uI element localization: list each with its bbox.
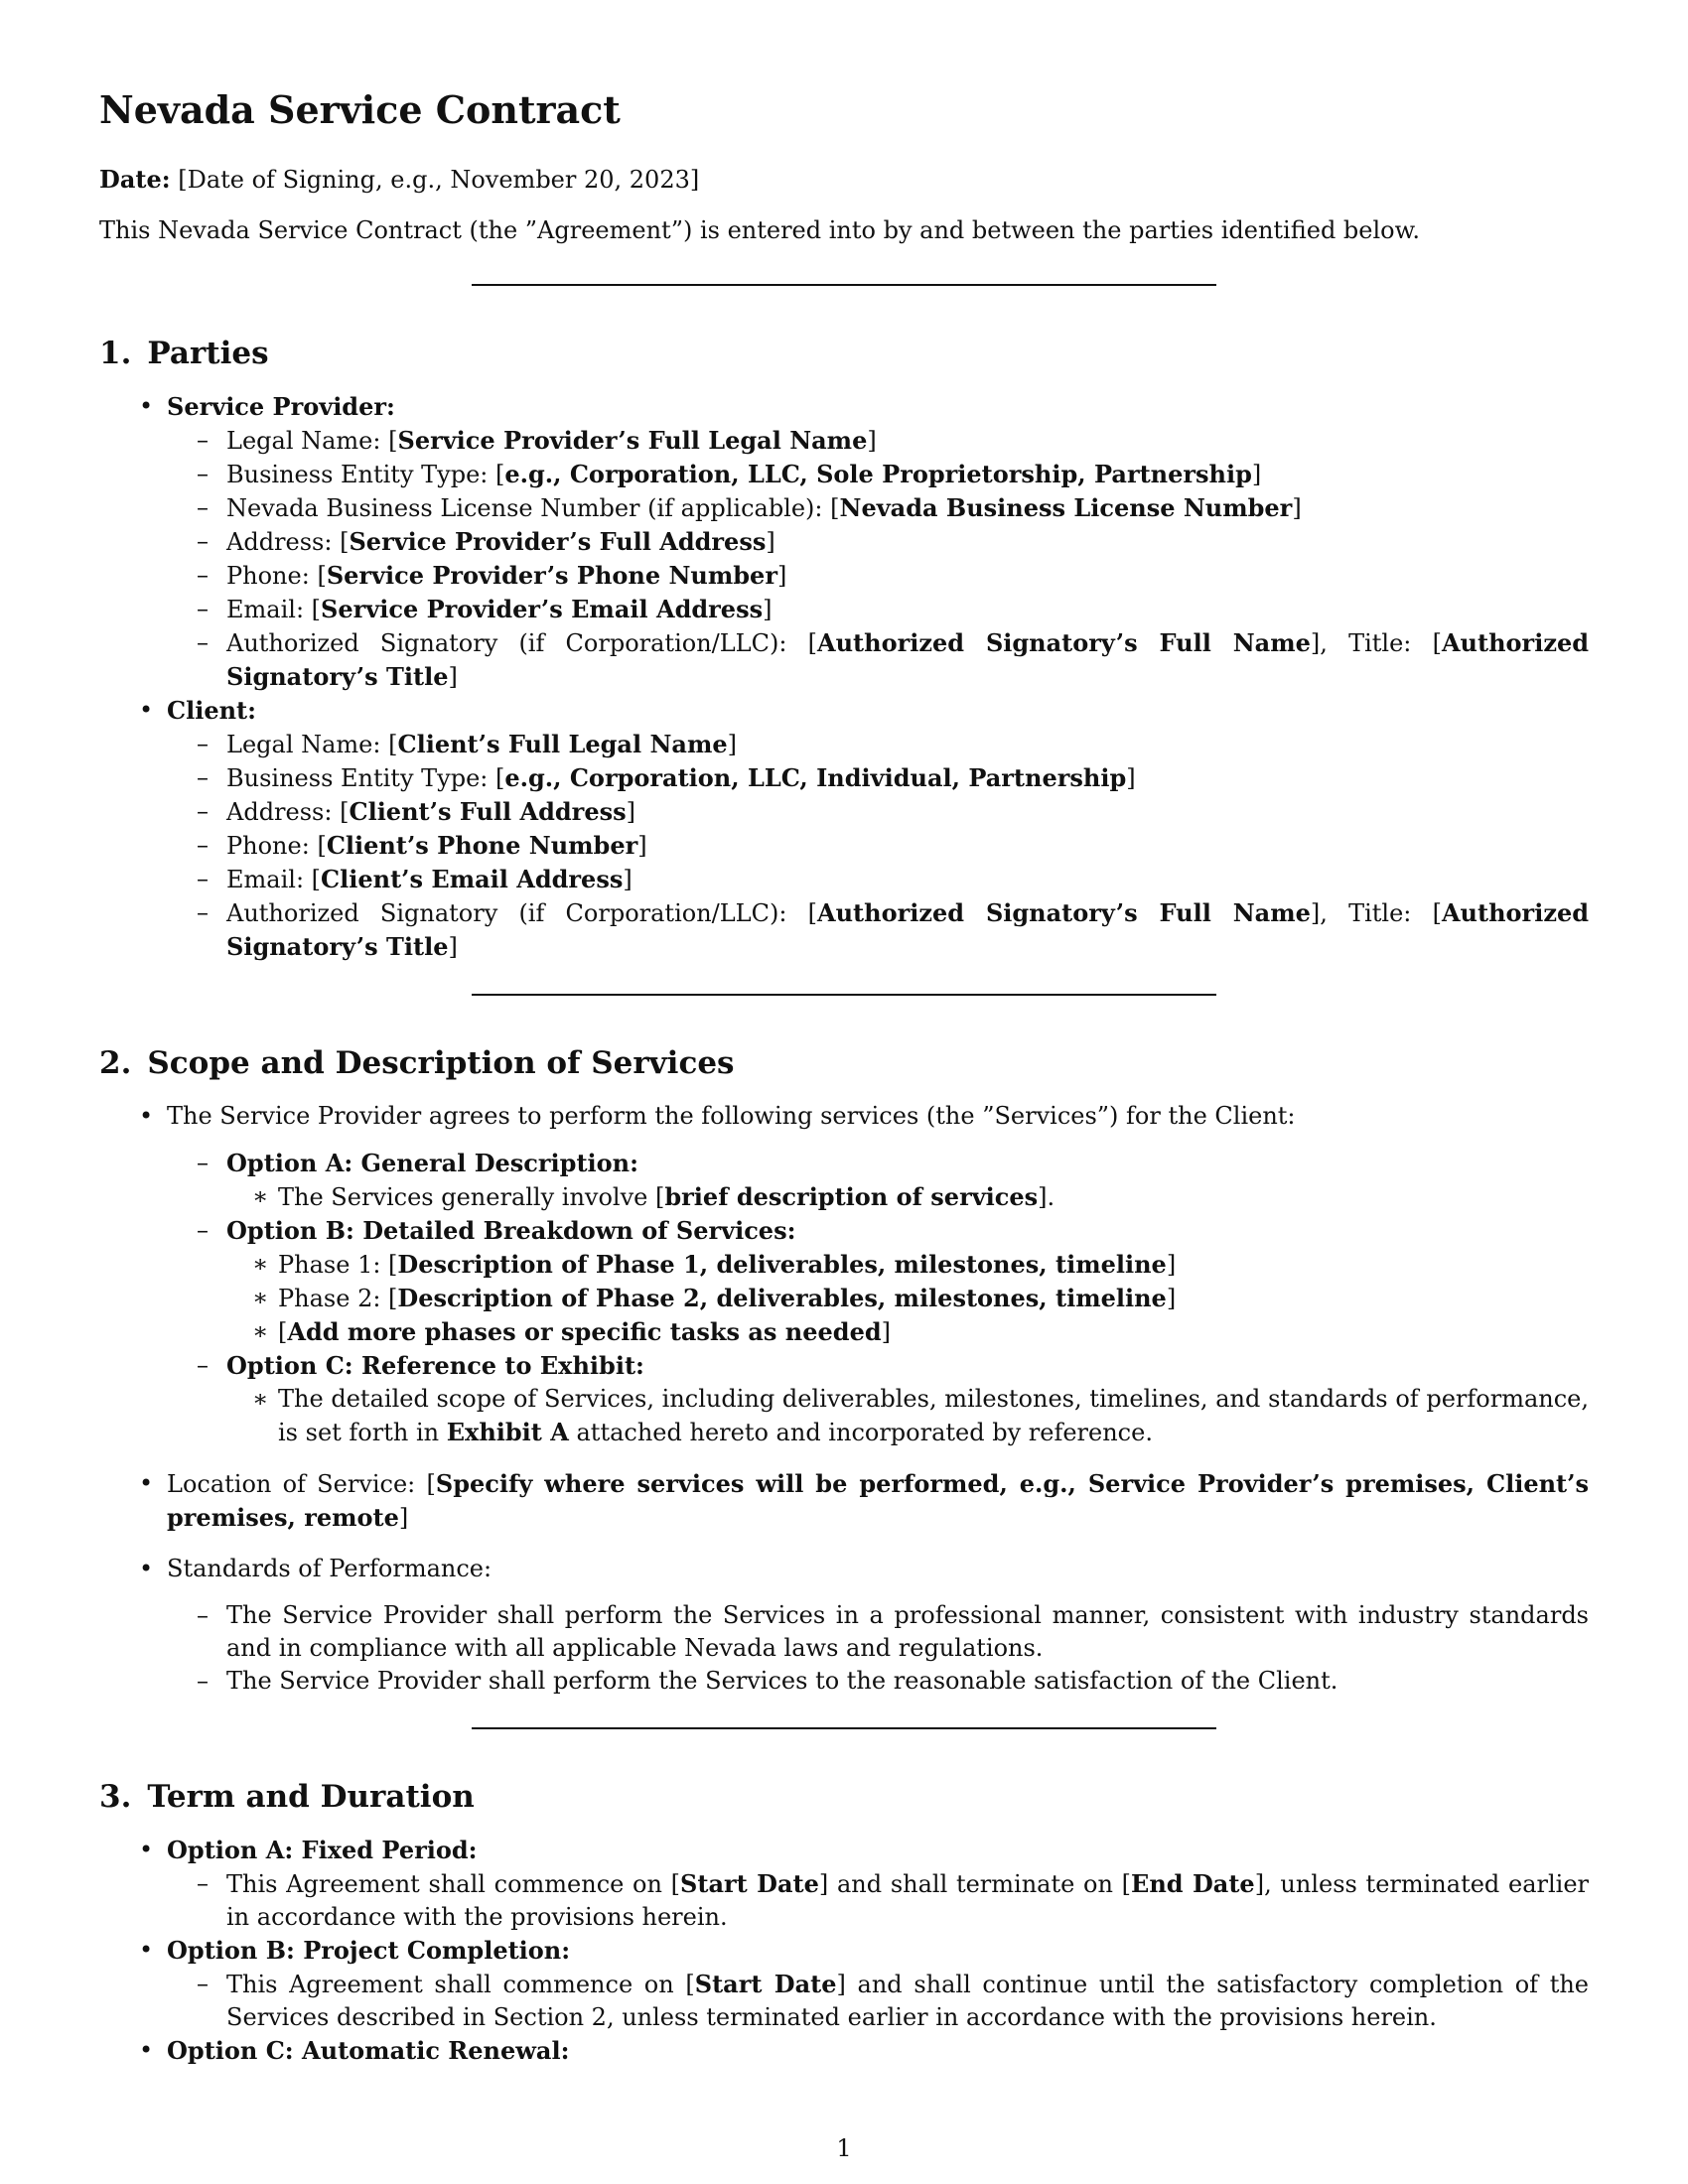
placeholder: brief description of services — [664, 1182, 1039, 1212]
field-value: Client’s Full Legal Name — [397, 729, 728, 758]
field-label: Legal Name: — [226, 426, 389, 455]
document-page — [99, 87, 1589, 2068]
field-label: Authorized Signatory (if Corporation/LLC): — [226, 628, 808, 657]
text: The Services generally involve — [278, 1183, 655, 1212]
field-value: Specify where services will be performed, e.g., Service Provider’s premises, Client’s premises, remote — [167, 1469, 1589, 1533]
provider-legal-name: – Legal Name: [Service Provider’s Full Legal Name] — [167, 424, 1589, 458]
field-label: Business Entity Type: — [226, 763, 495, 792]
placeholder: End Date — [1131, 1869, 1255, 1899]
field-label: Phone: — [226, 831, 318, 860]
provider-signatory: – Authorized Signatory (if Corporation/LLC): [Authorized Signatory’s Full Name], Title: [Authorized Signatory’s Title] — [167, 626, 1589, 694]
term-option-c-label: Option C: Automatic Renewal: — [167, 2036, 570, 2066]
field-label: , Title: — [1320, 628, 1433, 657]
text: Phase 2: — [278, 1285, 389, 1313]
field-label: Nevada Business License Number (if applicable): — [226, 493, 831, 522]
placeholder: Description of Phase 2, deliverables, milestones, timeline — [397, 1284, 1167, 1313]
term-option-b-text: – This Agreement shall commence on [Start Date] and shall continue until the satisfactory completion of the Services described in Section 2, unless terminated earlier in accordance with the provisions herein. — [167, 1968, 1589, 2034]
date-value: [Date of Signing, e.g., November 20, 2023] — [178, 165, 700, 194]
term-list — [99, 1834, 1589, 2068]
phase-2: ∗ Phase 2: [Description of Phase 2, deliverables, milestones, timeline] — [226, 1282, 1589, 1315]
field-value: Client’s Full Address — [349, 796, 627, 826]
field-value: Service Provider’s Full Address — [349, 526, 767, 556]
text: Phase 1: — [278, 1251, 389, 1280]
option-a-label: Option A: General Description: — [226, 1149, 638, 1178]
placeholder: Start Date — [680, 1869, 819, 1899]
more-phases: ∗ [Add more phases or specific tasks as needed] — [226, 1315, 1589, 1349]
option-b-label: Option B: Detailed Breakdown of Services: — [226, 1216, 796, 1246]
term-option-b-details — [167, 1968, 1589, 2034]
text: and shall continue until the satisfactory completion of the Services described in Section 2, unless terminated earlier in accordance with the provisions herein. — [226, 1971, 1590, 2032]
field-label: Email: — [226, 595, 312, 623]
parties-list — [99, 390, 1589, 964]
placeholder: Description of Phase 1, deliverables, milestones, timeline — [397, 1250, 1167, 1280]
term-option-b-label: Option B: Project Completion: — [167, 1936, 571, 1966]
standards-list — [167, 1599, 1589, 1698]
client-label: Client: — [167, 695, 256, 725]
service-provider-label: Service Provider: — [167, 391, 395, 421]
field-label: Address: — [226, 527, 341, 556]
section-divider — [472, 284, 1216, 286]
section-1-heading — [99, 336, 1589, 372]
option-a-details — [226, 1180, 1589, 1214]
option-a — [167, 1147, 1589, 1214]
field-value: Service Provider’s Phone Number — [326, 560, 777, 590]
client-address: – Address: [Client’s Full Address] — [167, 795, 1589, 829]
field-label: Phone: — [226, 561, 318, 590]
field-value: Service Provider’s Full Legal Name — [397, 425, 868, 455]
provider-address: – Address: [Service Provider’s Full Address] — [167, 525, 1589, 559]
placeholder: Start Date — [694, 1970, 837, 1999]
field-label: Email: — [226, 865, 312, 893]
exhibit-reference: Exhibit A — [446, 1418, 569, 1447]
section-divider — [472, 994, 1216, 996]
field-label: , Title: — [1320, 898, 1433, 927]
section-number: 1. — [99, 335, 132, 371]
section-number: 3. — [99, 1779, 132, 1816]
section-number: 2. — [99, 1044, 132, 1081]
field-label: Location of Service: — [167, 1470, 427, 1499]
text: and shall terminate on — [828, 1870, 1122, 1899]
field-value: e.g., Corporation, LLC, Individual, Partnership — [504, 762, 1127, 792]
field-value: Service Provider’s Email Address — [321, 594, 764, 623]
term-option-a — [99, 1834, 1589, 1934]
page-number: 1 — [836, 2134, 852, 2162]
term-option-a-text: – This Agreement shall commence on [Start Date] and shall terminate on [End Date], unless terminated earlier in accordance with the provisions herein. — [167, 1867, 1589, 1934]
phase-1: ∗ Phase 1: [Description of Phase 1, deliverables, milestones, timeline] — [226, 1248, 1589, 1282]
client-item — [99, 694, 1589, 964]
field-label: Business Entity Type: — [226, 460, 495, 488]
section-title: Parties — [147, 335, 269, 371]
text: attached hereto and incorporated by reference. — [568, 1419, 1153, 1447]
client-legal-name: – Legal Name: [Client’s Full Legal Name] — [167, 728, 1589, 761]
text: . — [1047, 1183, 1055, 1212]
field-value: Authorized Signatory’s Full Name — [816, 627, 1311, 657]
provider-email: – Email: [Service Provider’s Email Address] — [167, 593, 1589, 626]
client-details — [167, 728, 1589, 964]
provider-entity-type: – Business Entity Type: [e.g., Corporation, LLC, Sole Proprietorship, Partnership] — [167, 458, 1589, 491]
location-item: • Location of Service: [Specify where services will be performed, e.g., Service Provider’s premises, Client’s premises, remote] — [99, 1467, 1589, 1535]
client-entity-type: – Business Entity Type: [e.g., Corporation, LLC, Individual, Partnership] — [167, 761, 1589, 795]
date-label: Date: — [99, 164, 171, 194]
term-option-b — [99, 1934, 1589, 2034]
client-phone: – Phone: [Client’s Phone Number] — [167, 829, 1589, 863]
term-option-c — [99, 2034, 1589, 2068]
option-c-text — [226, 1383, 1589, 1449]
document-title: Nevada Service Contract — [99, 87, 621, 132]
section-3-heading — [99, 1779, 1589, 1816]
term-option-a-details — [167, 1867, 1589, 1934]
scope-lead-item — [99, 1100, 1589, 1449]
scope-lead-text: The Service Provider agrees to perform the following services (the ”Services”) for the Client: — [167, 1102, 1296, 1131]
field-value: Authorized Signatory’s Full Name — [816, 897, 1311, 927]
field-value: Authorized Signatory’s Title — [226, 897, 1589, 961]
field-label: Legal Name: — [226, 730, 389, 758]
service-provider-item — [99, 390, 1589, 694]
standards-label: Standards of Performance: — [167, 1555, 492, 1583]
standards-item-2: – The Service Provider shall perform the Services to the reasonable satisfaction of the Client. — [167, 1665, 1589, 1698]
option-b-details — [226, 1248, 1589, 1349]
option-c-details — [226, 1383, 1589, 1449]
section-title: Term and Duration — [147, 1779, 475, 1816]
standards-item-1: – The Service Provider shall perform the Services in a professional manner, consistent with industry standards and in compliance with all applicable Nevada laws and regulations. — [167, 1599, 1589, 1665]
text: , unless terminated earlier in accordance with the provisions herein. — [226, 1870, 1590, 1932]
intro-paragraph: This Nevada Service Contract (the ”Agreement”) is entered into by and between the parties identified below. — [99, 216, 1420, 245]
scope-list — [99, 1100, 1589, 1698]
text: The detailed scope of Services, including deliverables, milestones, timelines, and standards of performance, is set forth in — [278, 1385, 1589, 1447]
field-label: Authorized Signatory (if Corporation/LLC): — [226, 898, 808, 927]
option-a-text: ∗ The Services generally involve [brief description of services]. — [226, 1180, 1589, 1214]
text: This Agreement shall commence on — [226, 1870, 671, 1899]
scope-options — [167, 1147, 1589, 1449]
service-provider-details — [167, 424, 1589, 694]
option-c-label: Option C: Reference to Exhibit: — [226, 1351, 644, 1381]
date-line — [99, 163, 1589, 198]
provider-phone: – Phone: [Service Provider’s Phone Number] — [167, 559, 1589, 593]
option-b — [167, 1214, 1589, 1349]
client-email: – Email: [Client’s Email Address] — [167, 863, 1589, 896]
section-2-heading — [99, 1045, 1589, 1082]
field-value: Client’s Phone Number — [326, 830, 638, 860]
option-c — [167, 1349, 1589, 1449]
field-value: e.g., Corporation, LLC, Sole Proprietorship, Partnership — [504, 459, 1252, 488]
section-divider — [472, 1727, 1216, 1729]
term-option-a-label: Option A: Fixed Period: — [167, 1836, 478, 1865]
standards-item — [99, 1553, 1589, 1698]
field-value: Authorized Signatory’s Title — [226, 627, 1589, 691]
section-title: Scope and Description of Services — [147, 1044, 735, 1081]
field-value: Nevada Business License Number — [839, 492, 1293, 522]
text: This Agreement shall commence on — [226, 1971, 686, 1999]
client-signatory: – Authorized Signatory (if Corporation/LLC): [Authorized Signatory’s Full Name], Title: [Authorized Signatory’s Title] — [167, 896, 1589, 964]
placeholder: Add more phases or specific tasks as needed — [287, 1317, 882, 1347]
provider-license-number: – Nevada Business License Number (if applicable): [Nevada Business License Number] — [167, 491, 1589, 525]
field-value: Client’s Email Address — [321, 864, 624, 893]
field-label: Address: — [226, 797, 341, 826]
